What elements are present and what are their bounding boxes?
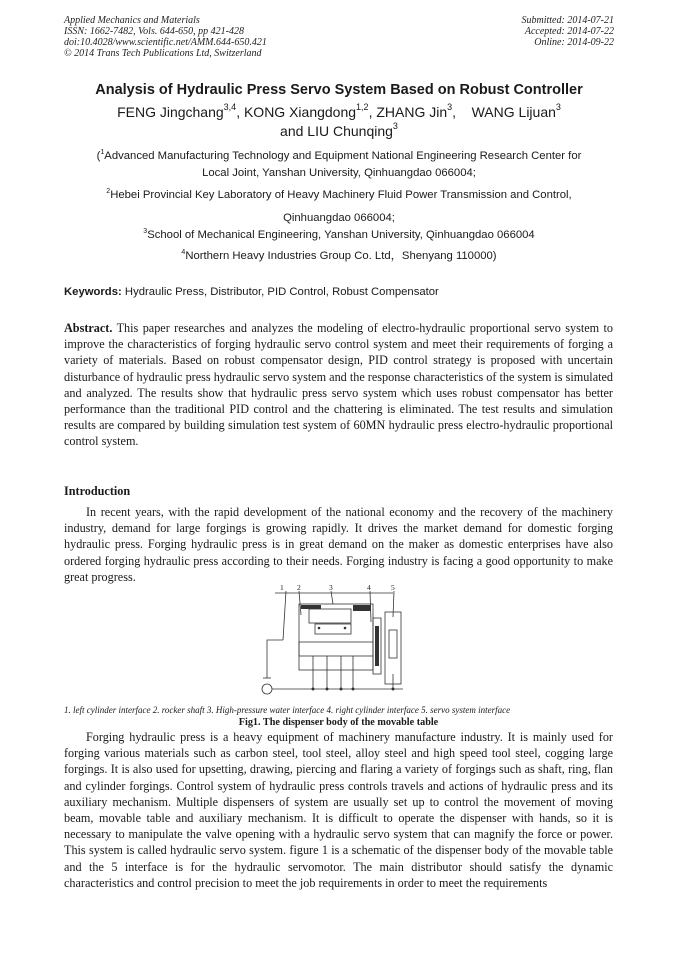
author-name: KONG Xiangdong	[243, 104, 357, 120]
doi: doi:10.4028/www.scientific.net/AMM.644-650.421	[64, 37, 267, 48]
author-list	[40, 103, 638, 141]
author-affiliation: 3,4	[223, 102, 237, 112]
affiliation-number: 2	[106, 188, 111, 195]
keywords	[64, 286, 624, 298]
affiliation-text: Local Joint, Yanshan University, Qinhuangdao 066004;	[202, 167, 476, 179]
author-separator: ,	[368, 104, 377, 120]
affiliation-number: 3	[143, 228, 148, 235]
journal-name: Applied Mechanics and Materials	[64, 15, 200, 26]
authors-line-2	[40, 122, 638, 141]
figure-label-3: 3	[329, 583, 333, 592]
affiliation-number: 4	[181, 249, 186, 256]
author-affiliation: 1,2	[356, 102, 369, 112]
copyright: © 2014 Trans Tech Publications Ltd, Switzerland	[64, 48, 262, 59]
author-affiliation: 3	[555, 102, 561, 112]
author-name: ZHANG Jin	[376, 104, 448, 120]
figure-label-4: 4	[367, 583, 371, 592]
intro-paragraph-1: In recent years, with the rapid development of the national economy and the recovery of the machinery industry, demand for large forgings is growing rapidly. It drives the market demand for domestic forging hydraulic press. Forging hydraulic press is in great demand on the maker as domestic enterprises have also ordered forging hydraulic press according to their needs. Forging industry is facing a good opportunity to make great progress.	[64, 505, 613, 584]
accepted-date: Accepted: 2014-07-22	[524, 26, 614, 37]
figure-parts-legend: 1. left cylinder interface 2. rocker shaft 3. High-pressure water interface 4. right cylinder interface 5. servo system interface	[64, 705, 511, 715]
keywords-text: Hydraulic Press, Distributor, PID Control, Robust Compensator	[121, 286, 439, 298]
paper-title: Analysis of Hydraulic Press Servo System Based on Robust Controller	[95, 82, 583, 98]
affiliation-3	[50, 227, 628, 244]
intro-paragraph-2: Forging hydraulic press is a heavy equipment of machinery manufacture industry. It is mainly used for forging various materials such as carbon steel, tool steel, alloy steel and high speed tool steel, cogging large forgings. It is also used for upsetting, drawing, piercing and flaring a variety of forgings such as shaft, ring, flan and cylinder forgings. Control system of hydraulic press controls travels and actions of hydraulic press and its auxiliary mechanism. Multiple dispensers of system are usually set up to control the movement of moving beam, movable table and auxiliary mechanism. It is difficult to operate the dispenser with hands, so it is necessary to manipulate the valve opening with a hydraulic servo system that can magnify the force or power. This system is called hydraulic servo system. figure 1 is a schematic of the dispenser body of the movable table and the 5 interface is for the hydraulic servomotor. The main distributor should satisfy the dynamic characteristics and control precision to meet the job requirements in order to meet the requirements	[64, 730, 613, 890]
author-affiliation: 3	[392, 121, 398, 131]
dates-info	[522, 15, 615, 48]
figure-label-1: 1	[280, 583, 284, 592]
dispenser-body-figure	[253, 582, 423, 706]
author-name: LIU Chunqing	[307, 123, 393, 139]
author-separator: ,	[236, 104, 244, 120]
author-name: WANG Lijuan	[471, 104, 556, 120]
abstract-label: Abstract.	[64, 321, 113, 335]
affiliation-1	[50, 148, 628, 182]
abstract	[64, 320, 613, 450]
figure-label-5: 5	[391, 583, 395, 592]
affiliation-text: Qinhuangdao 066004;	[283, 212, 395, 224]
figure-label-2: 2	[297, 583, 301, 592]
journal-info	[64, 15, 267, 59]
figure-caption: Fig1. The dispenser body of the movable table	[238, 717, 439, 728]
submitted-date: Submitted: 2014-07-21	[521, 15, 614, 26]
affiliation-text: Hebei Provincial Key Laboratory of Heavy Machinery Fluid Power Transmission and Control,	[110, 189, 572, 201]
affiliation-text: Advanced Manufacturing Technology and Equipment National Engineering Research Center for	[104, 150, 582, 162]
abstract-text: This paper researches and analyzes the modeling of electro-hydraulic proportional servo system to improve the characteristics of forging hydraulic servo control system and meet their requirements of forging a variety of materials. Based on robust compensator design, PID control strategy is proposed with uncertain disturbance of hydraulic press hydraulic servo system and the response characteristics of the system is simulated and analyzed. The results show that hydraulic press servo system which uses robust compensator has better performance than the traditional PID control and the chattering is eliminated. The test results and simulation results are compared by building simulation test system of 60MN hydraulic press electro-hydraulic proportional control system.	[64, 321, 613, 449]
affiliation-open-paren: (	[96, 150, 101, 162]
author-separator: ,	[452, 104, 472, 120]
section-heading-introduction: Introduction	[64, 484, 131, 498]
online-date: Online: 2014-09-22	[534, 37, 614, 48]
affiliation-text: School of Mechanical Engineering, Yanshan University, Qinhuangdao 066004	[147, 229, 535, 241]
affiliation-2	[50, 184, 628, 230]
affiliation-text: Northern Heavy Industries Group Co. Ltd，Shenyang 110000)	[185, 250, 497, 262]
author-name: FENG Jingchang	[117, 104, 224, 120]
issn: ISSN: 1662-7482, Vols. 644-650, pp 421-428	[64, 26, 244, 37]
affiliation-number: 1	[100, 149, 105, 156]
affiliation-4	[50, 248, 628, 265]
author-and: and	[280, 123, 308, 139]
keywords-label: Keywords:	[64, 286, 122, 298]
authors-line-1	[40, 103, 638, 122]
author-affiliation: 3	[447, 102, 453, 112]
